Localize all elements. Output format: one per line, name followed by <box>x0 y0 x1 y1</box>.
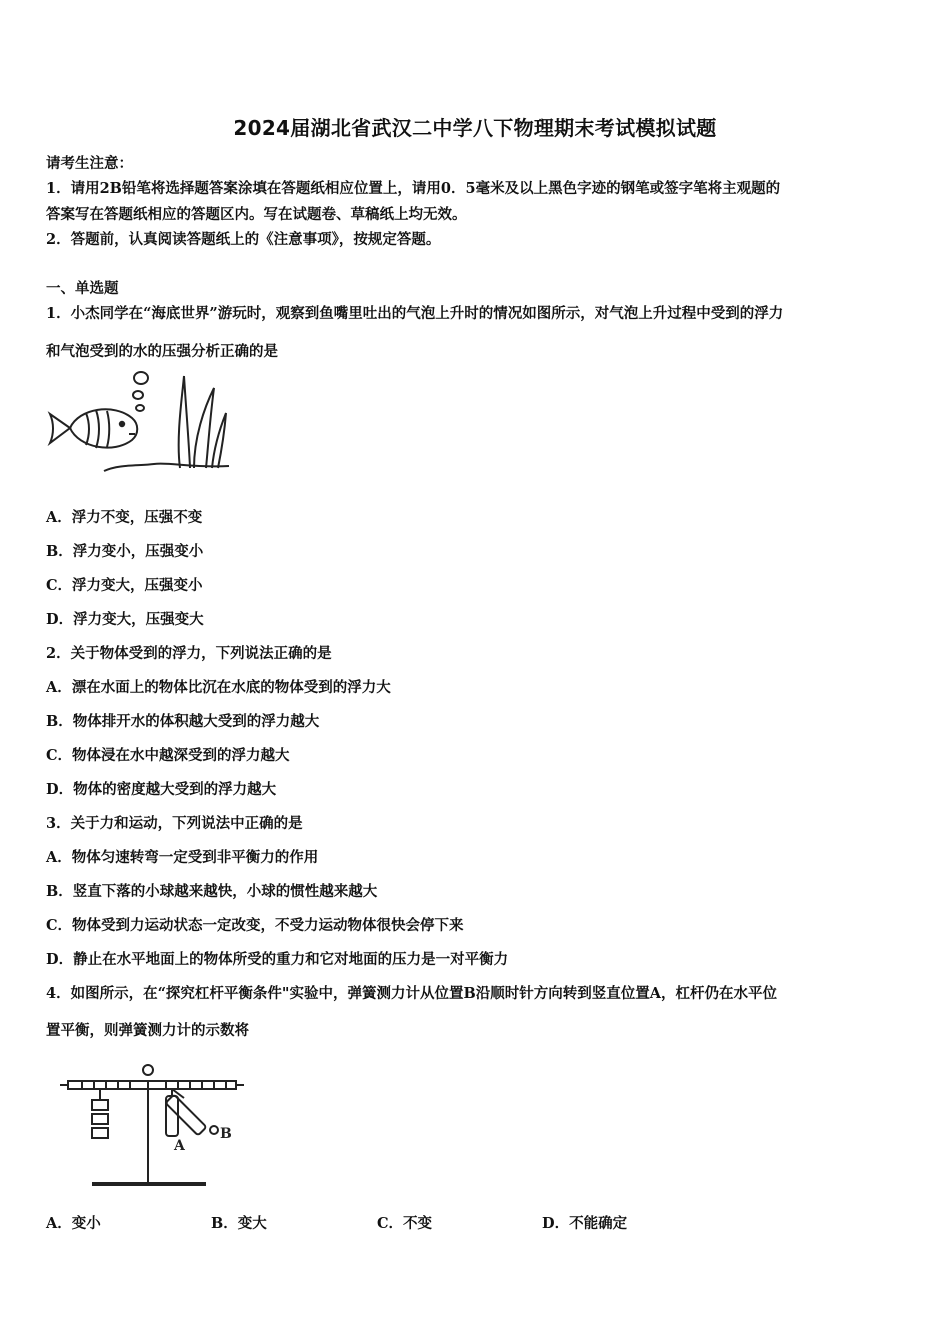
notice-heading: 请考生注意： <box>46 155 133 172</box>
fish-bubbles-figure <box>44 368 234 493</box>
bubble-icon <box>133 391 143 399</box>
notice-item: 答案写在答题纸相应的答题区内。写在试题卷、草稿纸上均无效。 <box>46 206 467 223</box>
option-a: A．物体匀速转弯一定受到非平衡力的作用 <box>46 849 319 866</box>
option-b: B．竖直下落的小球越来越快，小球的惯性越来越大 <box>46 883 378 900</box>
option-d: D．浮力变大，压强变大 <box>46 611 204 628</box>
lever-figure <box>56 1062 256 1194</box>
option-d: D．静止在水平地面上的物体所受的重力和它对地面的压力是一对平衡力 <box>46 951 509 968</box>
option-c: C．浮力变大，压强变小 <box>46 577 203 594</box>
weight-icon <box>92 1128 108 1138</box>
notice-item: 1．请用2B铅笔将选择题答案涂填在答题纸相应位置上，请用0．5毫米及以上黑色字迹的钢笔或签字笔将主观题的 <box>46 180 781 197</box>
notice-item: 2．答题前，认真阅读答题纸上的《注意事项》，按规定答题。 <box>46 231 441 248</box>
question-stem: 4．如图所示，在“探究杠杆平衡条件"实验中，弹簧测力计从位置B沿顺时针方向转到竖直位置A，杠杆仍在水平位 <box>46 985 777 1002</box>
option-c: C．物体浸在水中越深受到的浮力越大 <box>46 747 290 764</box>
option-b: B．变大 <box>211 1215 267 1232</box>
option-b: B．物体排开水的体积越大受到的浮力越大 <box>46 713 320 730</box>
question-stem: 3．关于力和运动，下列说法中正确的是 <box>46 815 303 832</box>
option-d: D．不能确定 <box>542 1215 628 1232</box>
option-a: A．变小 <box>46 1215 101 1232</box>
option-a: A．浮力不变，压强不变 <box>46 509 203 526</box>
label-b: B <box>220 1126 232 1142</box>
option-a: A．漂在水面上的物体比沉在水底的物体受到的浮力大 <box>46 679 391 696</box>
question-stem: 1．小杰同学在“海底世界”游玩时，观察到鱼嘴里吐出的气泡上升时的情况如图所示，对气泡上升过程中受到的浮力 <box>46 305 784 322</box>
bubble-icon <box>134 372 148 384</box>
section-heading: 一、单选题 <box>46 280 119 297</box>
option-b: B．浮力变小，压强变小 <box>46 543 204 560</box>
exam-title: 2024届湖北省武汉二中学八下物理期末考试模拟试题 <box>233 116 717 140</box>
option-d: D．物体的密度越大受到的浮力越大 <box>46 781 277 798</box>
label-a: A <box>174 1138 185 1154</box>
weight-icon <box>92 1114 108 1124</box>
question-stem: 置平衡，则弹簧测力计的示数将 <box>46 1022 249 1039</box>
question-stem: 和气泡受到的水的压强分析正确的是 <box>46 343 278 360</box>
weight-icon <box>92 1100 108 1110</box>
bubble-icon <box>136 405 144 411</box>
option-c: C．物体受到力运动状态一定改变，不受力运动物体很快会停下来 <box>46 917 464 934</box>
spring-scale-b <box>165 1094 206 1135</box>
seaweed-icon <box>179 376 190 468</box>
option-c: C．不变 <box>377 1215 433 1232</box>
fish-icon <box>70 409 137 447</box>
question-stem: 2．关于物体受到的浮力，下列说法正确的是 <box>46 645 332 662</box>
